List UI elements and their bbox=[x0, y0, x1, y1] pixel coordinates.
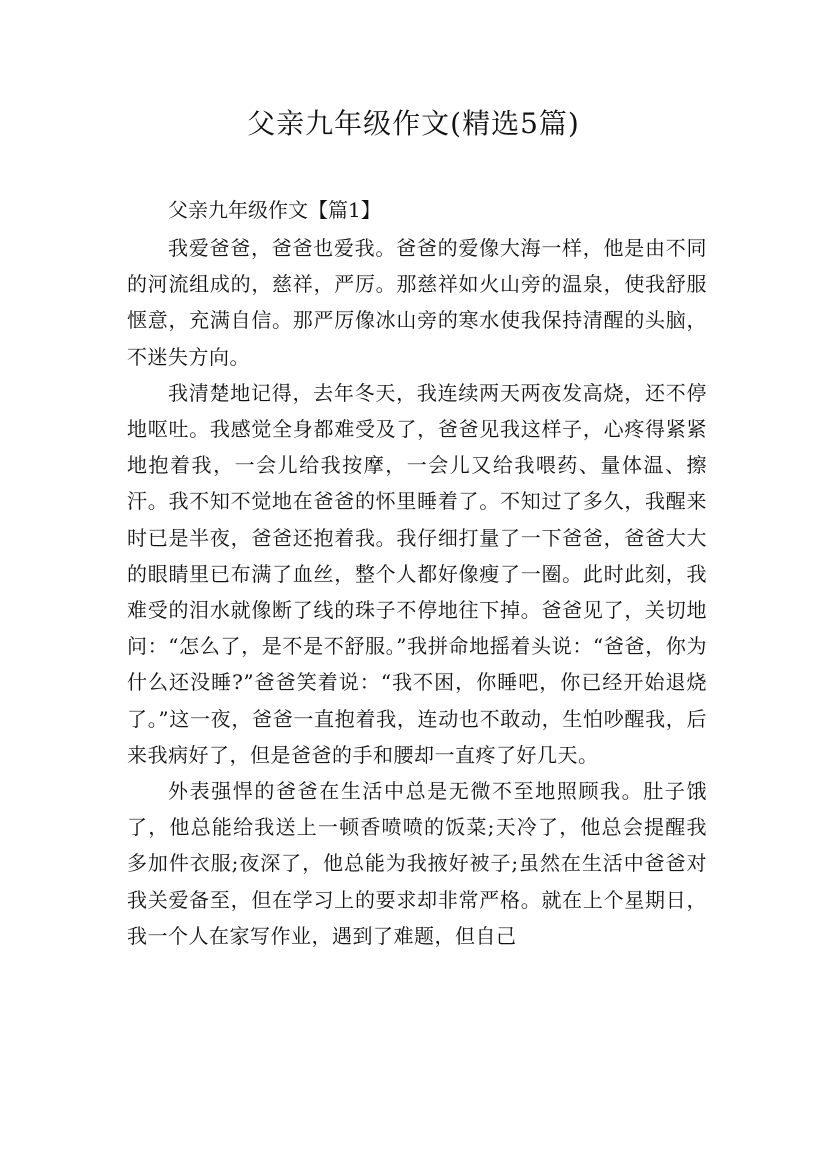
document-body bbox=[127, 230, 707, 954]
document-title: 父亲九年级作文(精选5篇) bbox=[247, 107, 580, 140]
paragraph-1: 我爱爸爸，爸爸也爱我。爸爸的爱像大海一样，他是由不同的河流组成的，慈祥，严厉。那慈祥如火山旁的温泉，使我舒服惬意，充满自信。那严厉像冰山旁的寒水使我保持清醒的头脑，不迷失方向。 bbox=[127, 236, 707, 369]
paragraph-3: 外表强悍的爸爸在生活中总是无微不至地照顾我。肚子饿了，他总能给我送上一顿香喷喷的饭菜;天冷了，他总会提醒我多加件衣服;夜深了，他总能为我掖好被子;虽然在生活中爸爸对我关爱备至，但在学习上的要求却非常严格。就在上个星期日，我一个人在家写作业，遇到了难题，但自己 bbox=[127, 779, 707, 948]
section-heading: 父亲九年级作文【篇1】 bbox=[168, 198, 381, 222]
paragraph-2: 我清楚地记得，去年冬天，我连续两天两夜发高烧，还不停地呕吐。我感觉全身都难受及了，爸爸见我这样子，心疼得紧紧地抱着我，一会儿给我按摩，一会儿又给我喂药、量体温、擦汗。我不知不觉地在爸爸的怀里睡着了。不知过了多久，我醒来时已是半夜，爸爸还抱着我。我仔细打量了一下爸爸，爸爸大大的眼睛里已布满了血丝，整个人都好像瘦了一圈。此时此刻，我难受的泪水就像断了线的珠子不停地往下掉。爸爸见了，关切地问：“怎么了，是不是不舒服。”我拼命地摇着头说：“爸爸，你为什么还没睡?”爸爸笑着说：“我不困，你睡吧，你已经开始退烧了。”这一夜，爸爸一直抱着我，连动也不敢动，生怕吵醒我，后来我病好了，但是爸爸的手和腰却一直疼了好几天。 bbox=[127, 380, 707, 767]
